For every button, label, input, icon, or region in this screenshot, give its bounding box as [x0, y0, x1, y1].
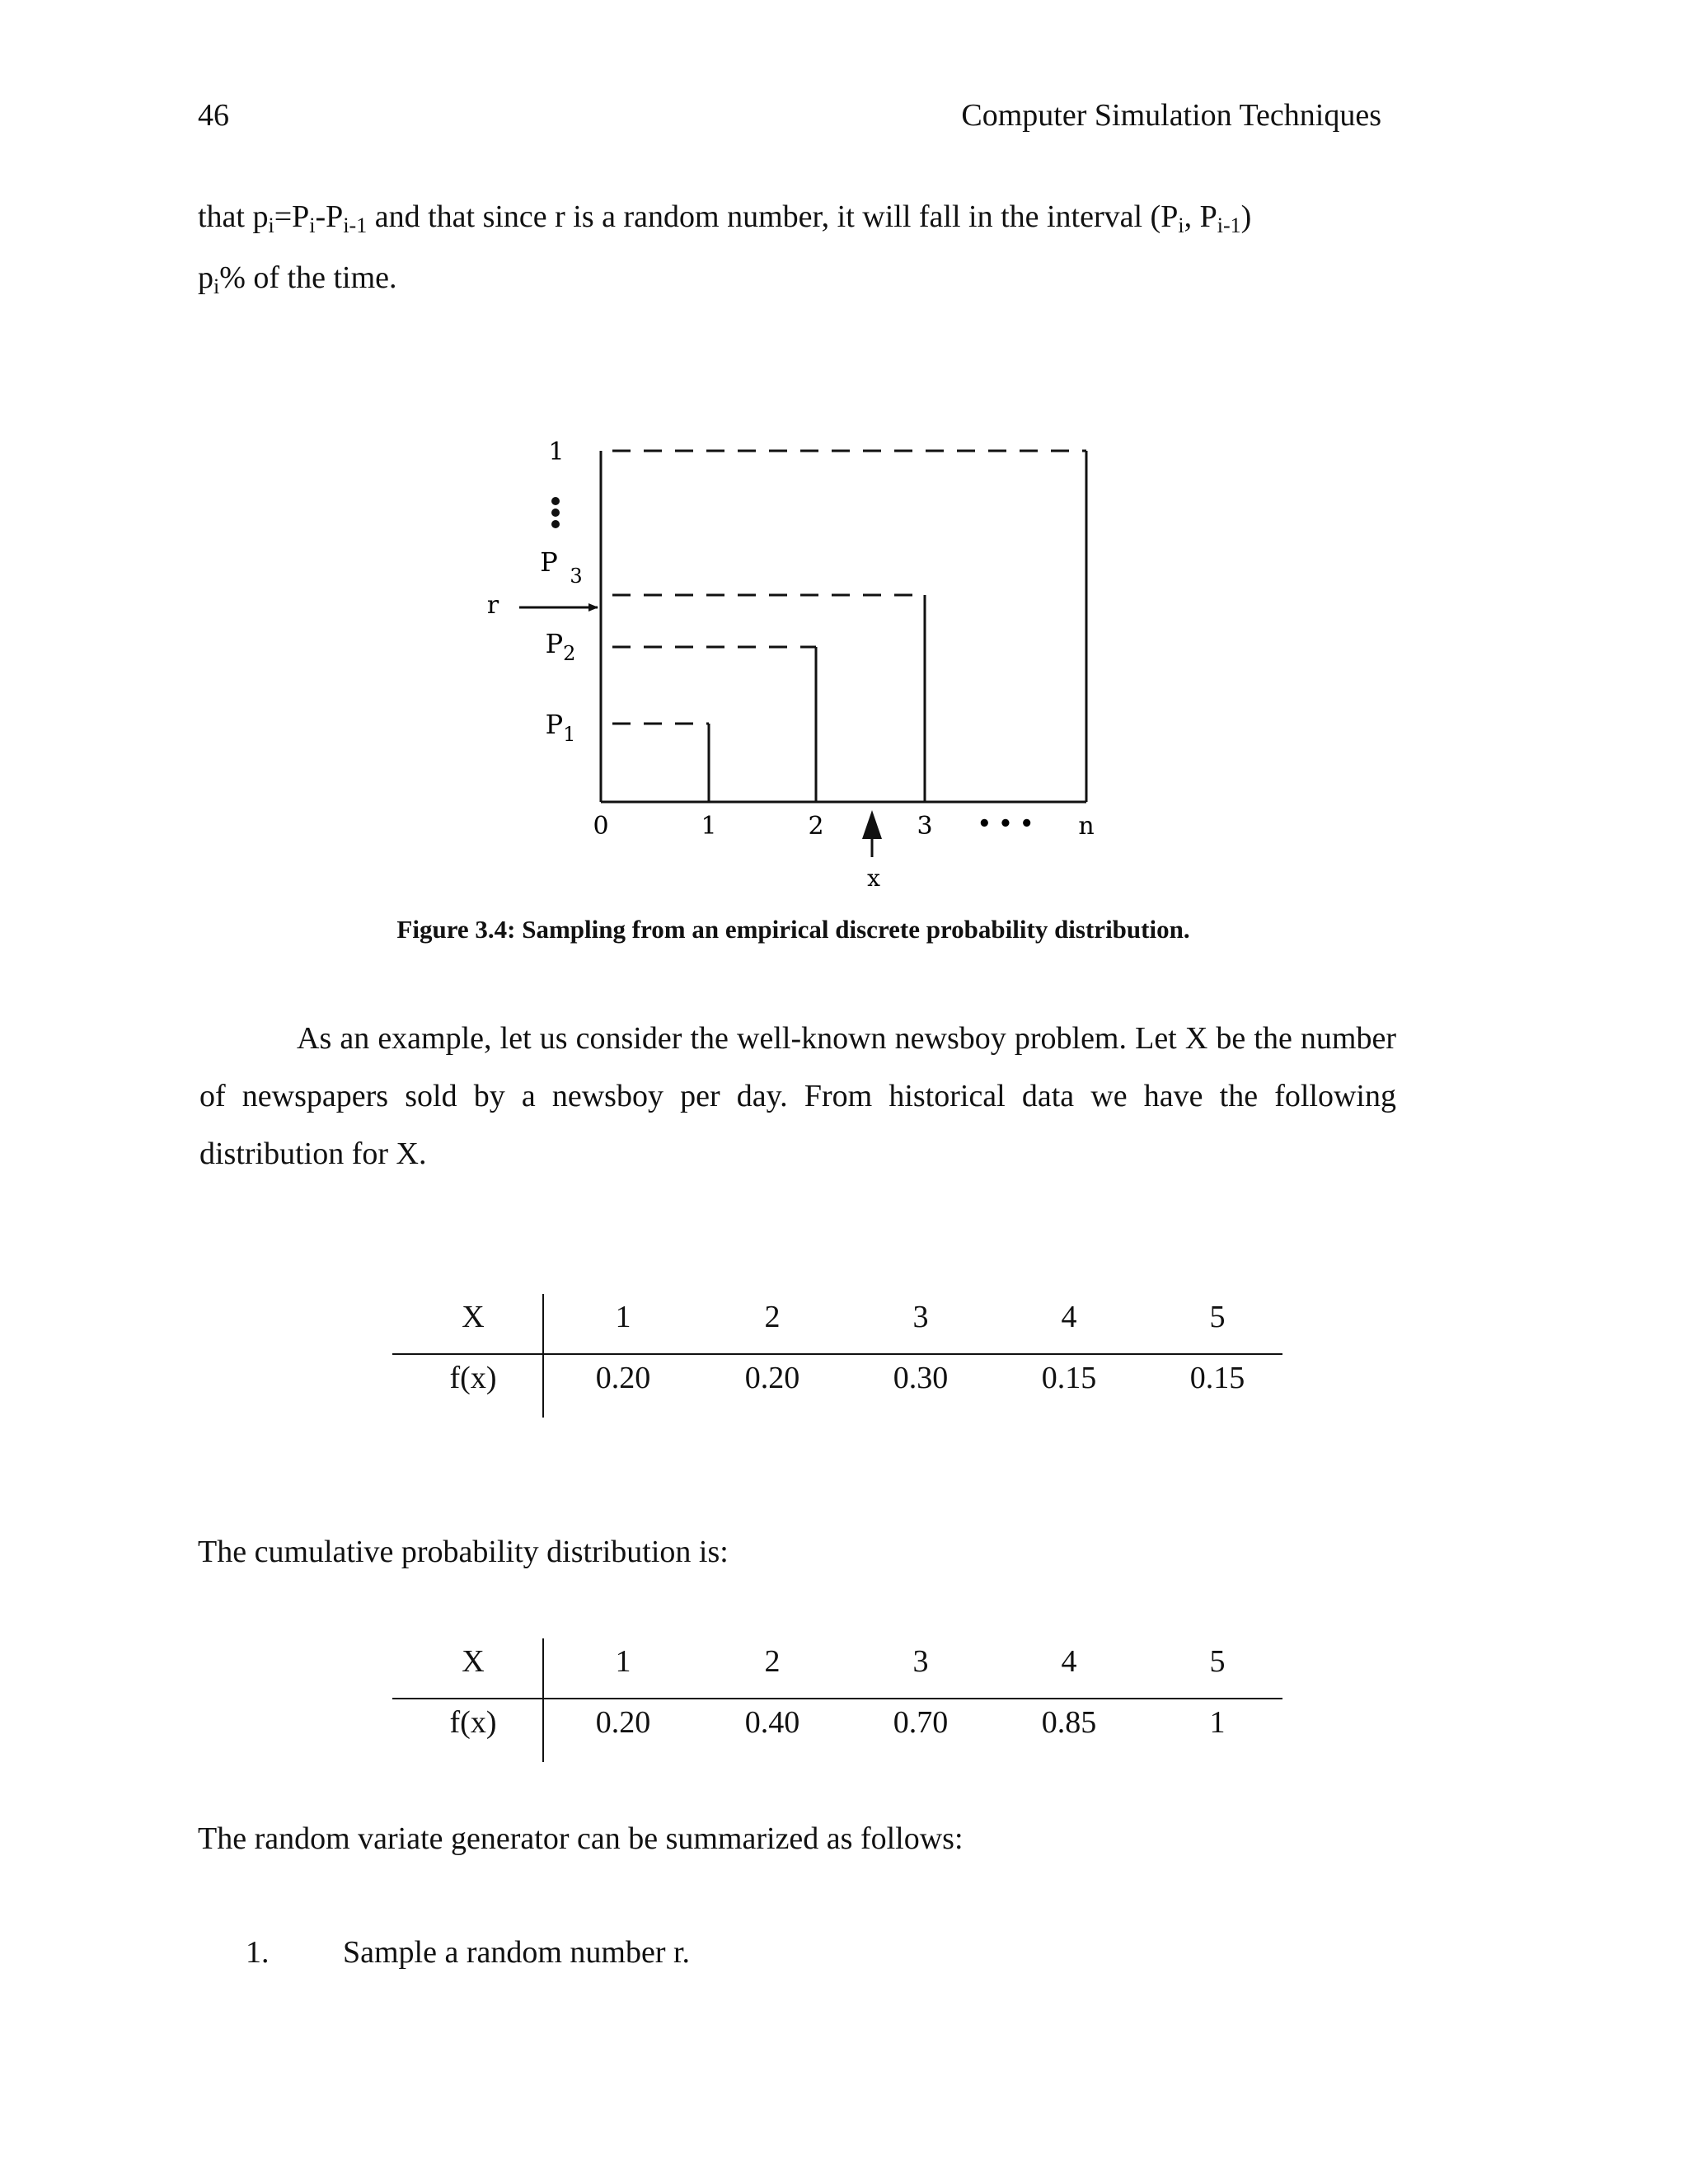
table-cell: 5	[1209, 1644, 1226, 1679]
table-cell: 0.70	[893, 1705, 949, 1740]
table-row-header: X	[462, 1644, 485, 1679]
table-cell: 1	[1209, 1705, 1226, 1740]
y-label-p3-sub: 3	[570, 565, 583, 588]
table-cell: 4	[1061, 1644, 1077, 1679]
table-row-header: f(x)	[449, 1705, 497, 1740]
y-label-p3: P	[540, 546, 558, 578]
figure-caption: Figure 3.4: Sampling from an empirical discrete probability distribution.	[396, 915, 1190, 944]
table-cell: 0.30	[893, 1361, 949, 1395]
example-paragraph: As an example, let us consider the well-known newsboy problem. Let X be the number of newspapers sold by a newsboy per day. From historical data we have the following distribution for X.	[199, 1021, 1396, 1171]
cumulative-intro: The cumulative probability distribution is:	[198, 1535, 729, 1569]
table-cell: 1	[615, 1644, 631, 1679]
x-label-0: 0	[593, 812, 609, 841]
table-cell: 0.20	[595, 1705, 651, 1740]
y-label-1: 1	[548, 438, 565, 466]
table-cell: 5	[1209, 1300, 1226, 1334]
x-label-2: 2	[808, 812, 824, 841]
x-label-dots: • • •	[978, 812, 1034, 837]
running-title: Computer Simulation Techniques	[961, 98, 1381, 133]
intro-line-2: $p_i\%$ of the time.	[198, 260, 397, 298]
intro-line-1: that $p_i=P_i-P_{i-1}$ and that since r is a random number, it will fall in the interval ($P_i$, $P_{i-1}$)	[198, 199, 1252, 237]
table-cell: 0.85	[1041, 1705, 1097, 1740]
x-label-1: 1	[701, 812, 717, 841]
table-cell: 0.15	[1041, 1361, 1097, 1395]
table-cell: 0.20	[595, 1361, 651, 1395]
table-row-header: X	[462, 1300, 485, 1334]
table-row-header: f(x)	[449, 1361, 497, 1395]
cumulative-table	[0, 1638, 1688, 1770]
y-ellipsis-dot	[551, 520, 560, 528]
y-ellipsis-dot	[551, 509, 560, 517]
r-label: r	[486, 591, 499, 620]
table-cell: 2	[764, 1644, 781, 1679]
y-ellipsis-dot	[551, 497, 560, 505]
y-label-p1: $P_1$	[545, 709, 576, 746]
y-label-p2: $P_2$	[545, 628, 576, 665]
x-arrow-label: x	[867, 865, 880, 892]
table-cell: 3	[912, 1644, 929, 1679]
table-cell: 1	[615, 1300, 631, 1334]
step-number: 1.	[246, 1935, 270, 1970]
x-label-n: n	[1078, 812, 1095, 841]
summary-intro: The random variate generator can be summarized as follows:	[198, 1821, 964, 1856]
table-cell: 0.20	[744, 1361, 800, 1395]
table-cell: 2	[764, 1300, 781, 1334]
table-cell: 4	[1061, 1300, 1077, 1334]
x-label-3: 3	[917, 812, 933, 841]
table-cell: 3	[912, 1300, 929, 1334]
distribution-table	[0, 1294, 1688, 1426]
table-cell: 0.40	[744, 1705, 800, 1740]
page-number: 46	[198, 98, 229, 133]
sampling-diagram	[0, 0, 1688, 907]
step-text: Sample a random number r.	[343, 1935, 691, 1970]
table-cell: 0.15	[1189, 1361, 1245, 1395]
